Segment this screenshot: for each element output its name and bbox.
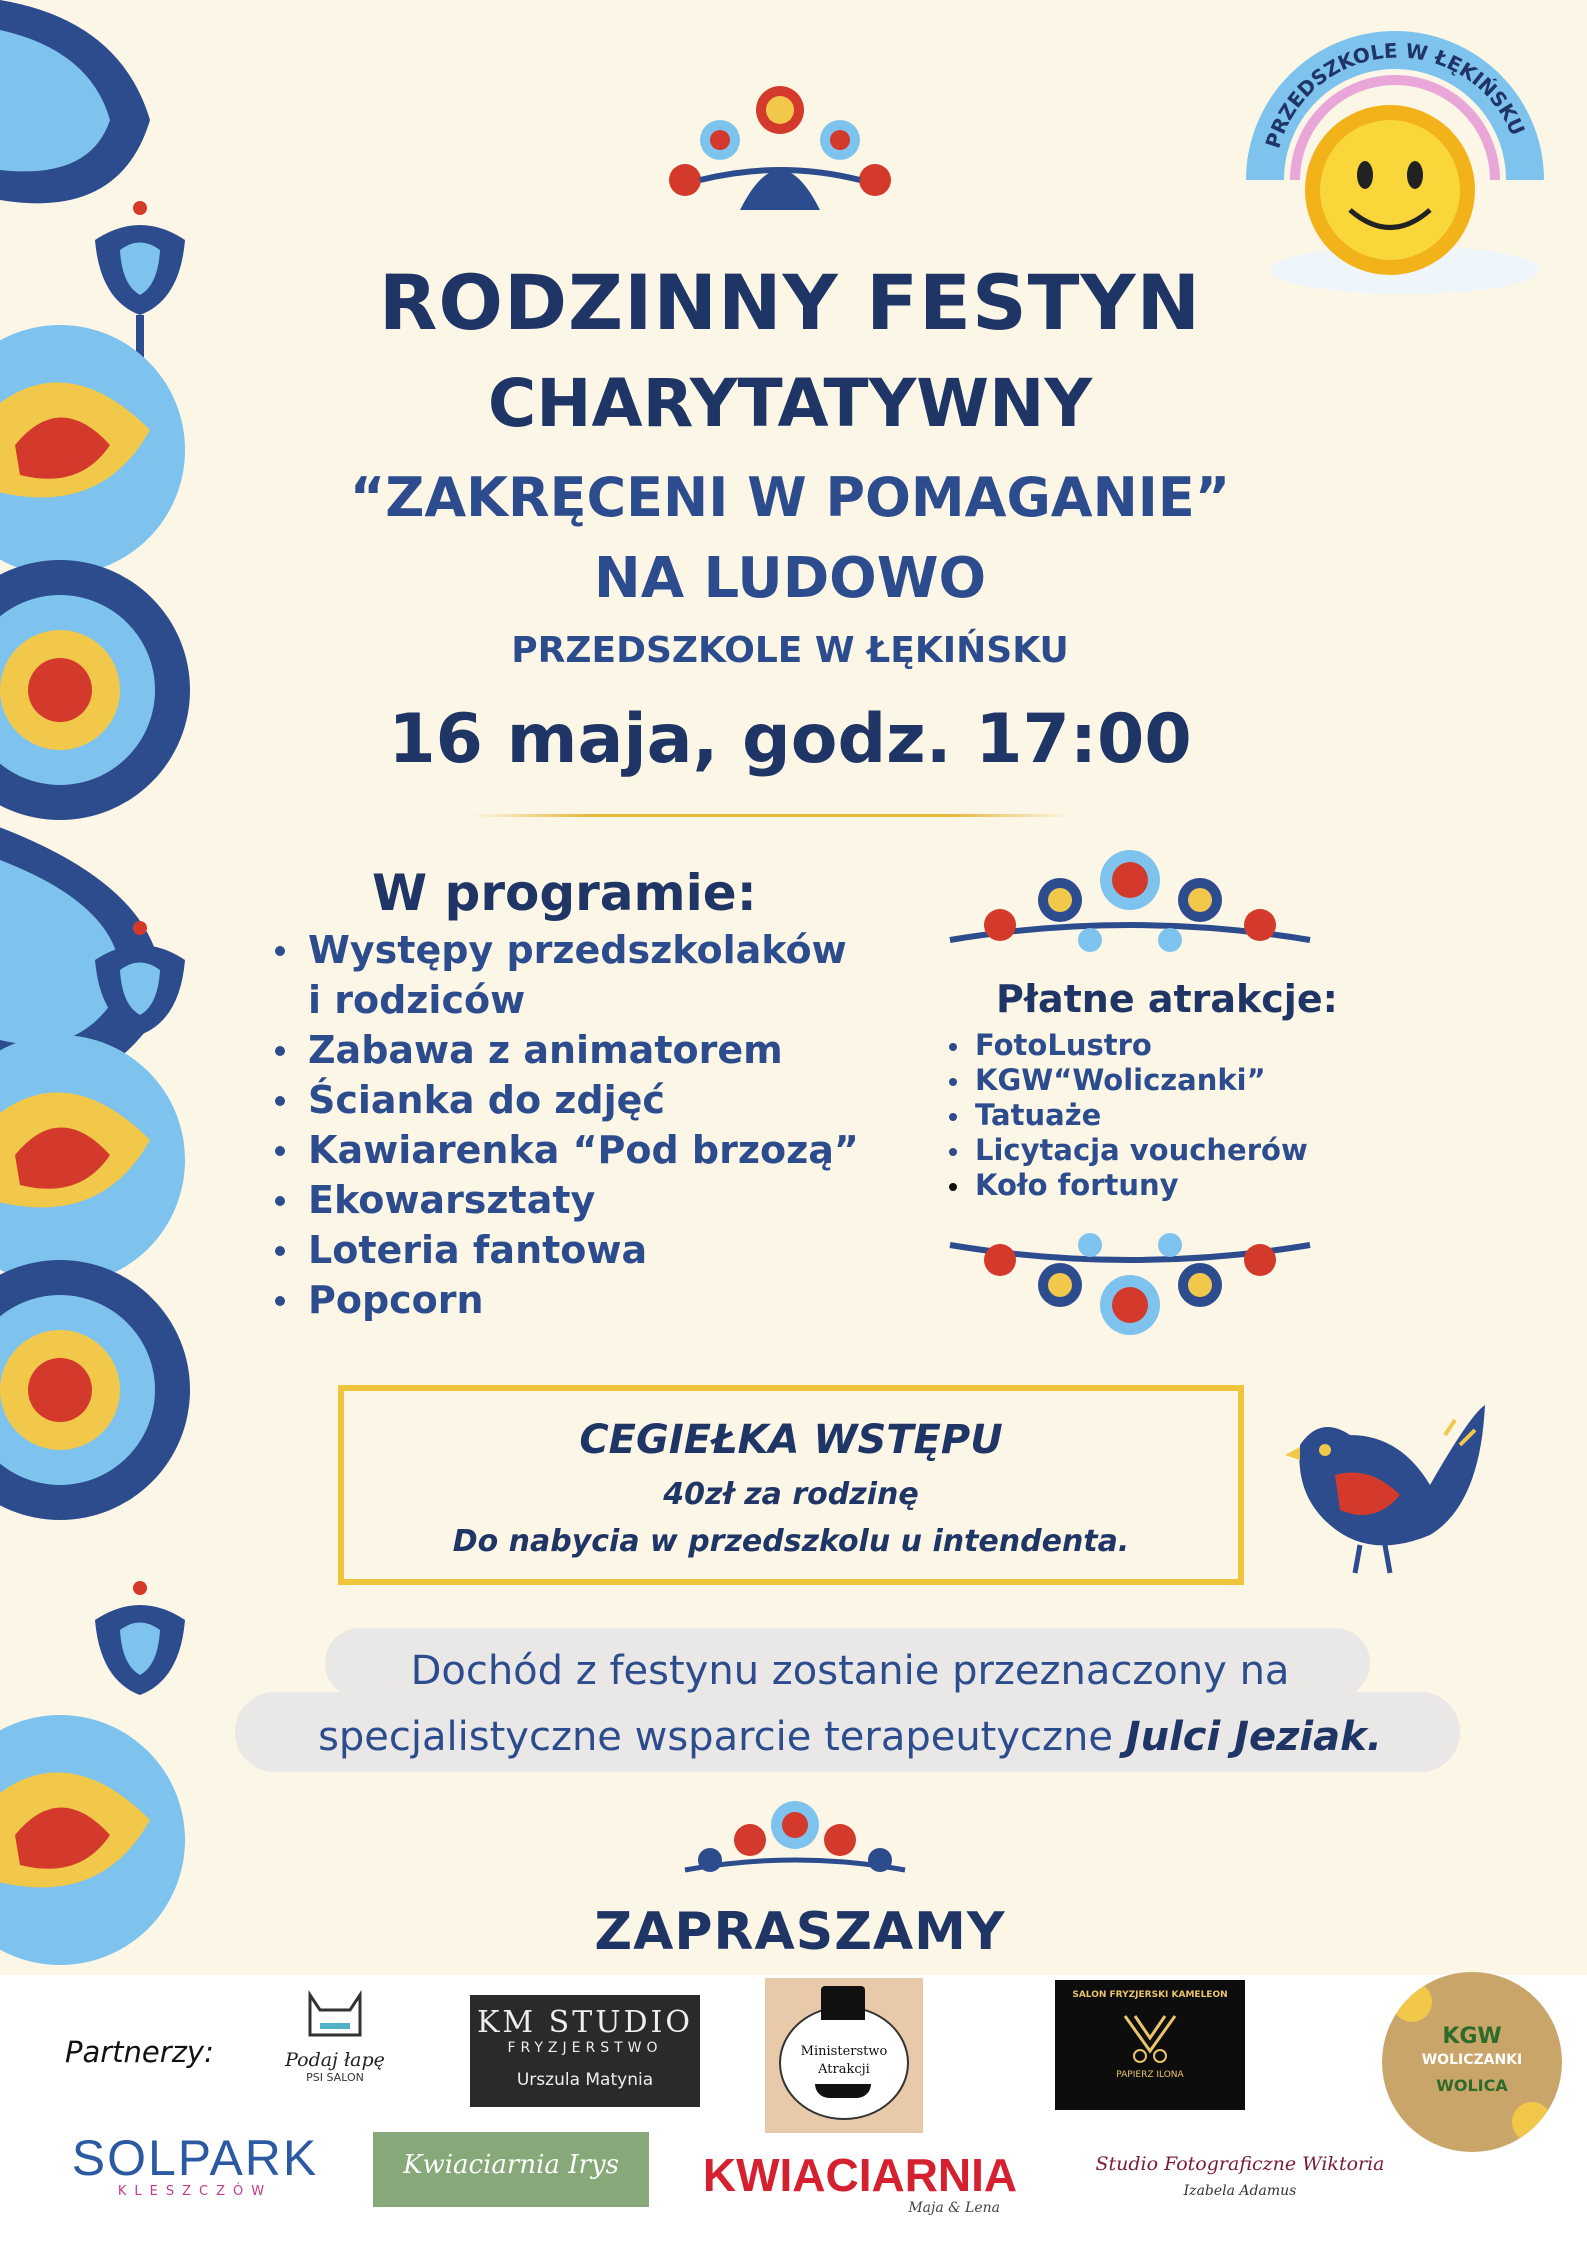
irys-name: Kwiaciarnia Irys	[403, 2150, 619, 2180]
logo-kgw-woliczanki	[1382, 1972, 1562, 2152]
tulip-motif-3	[95, 1581, 185, 1695]
folk-border-left	[0, 0, 190, 1975]
title-line1: RODZINNY FESTYN	[378, 258, 1202, 347]
logo-kameleon	[1055, 1980, 1245, 2110]
partners-label: Partnerzy:	[65, 2035, 214, 2069]
ticket-title: CEGIEŁKA WSTĘPU	[579, 1417, 1003, 1463]
income-line2: specjalistyczne wsparcie terapeutyczne	[318, 1714, 1113, 1760]
wiktoria-sub: Izabela Adamus	[1183, 2183, 1297, 2199]
logo-podaj-lape	[270, 1985, 400, 2100]
ticket-where: Do nabycia w przedszkolu u intendenta.	[452, 1524, 1130, 1559]
flower-motif-1	[0, 0, 150, 203]
school-logo	[1235, 30, 1550, 295]
kwiaciarnia-sub: Maja & Lena	[908, 2200, 1000, 2216]
flower-motif-2	[0, 325, 185, 575]
wiktoria-name: Studio Fotograficzne Wiktoria	[1095, 2153, 1385, 2175]
invite-text: ZAPRASZAMY	[594, 1902, 1006, 1962]
flower-motif-3	[0, 560, 190, 820]
flower-motif-5	[0, 1035, 185, 1285]
program-item: Ekowarsztaty	[272, 1175, 859, 1225]
logo-solpark	[30, 2132, 360, 2202]
program-item: i rodziców	[308, 978, 526, 1022]
podaj-lape-name: Podaj łapę	[285, 2049, 385, 2071]
kameleon-emblem-icon	[1120, 2006, 1180, 2066]
logo-studio-wiktoria	[1090, 2145, 1390, 2225]
event-date: 16 maja, godz. 17:00	[388, 700, 1192, 779]
title-quote: “ZAKRĘCENI W POMAGANIE”	[349, 466, 1231, 529]
paid-item: KGW“Woliczanki”	[945, 1063, 1308, 1098]
program-list	[272, 925, 859, 1325]
mustache-icon	[815, 2084, 871, 2098]
km-studio-owner: Urszula Matynia	[516, 2070, 654, 2090]
paid-list	[945, 1028, 1308, 1203]
solpark-name: SOLPARK	[71, 2130, 319, 2186]
folk-ornament-paid-top	[940, 840, 1320, 970]
podaj-lape-sub: PSI SALON	[306, 2071, 364, 2084]
logo-ministerstwo	[765, 1978, 923, 2133]
km-studio-name: KM STUDIO	[476, 2005, 693, 2040]
program-item: Ścianka do zdjęć	[272, 1075, 859, 1125]
kgw-line3: WOLICA	[1436, 2076, 1508, 2095]
dog-icon	[300, 1985, 370, 2045]
paid-item: Licytacja voucherów	[945, 1133, 1308, 1168]
title-line2: CHARYTATYWNY	[487, 365, 1093, 442]
paid-item: Tatuaże	[945, 1098, 1308, 1133]
logo-km-studio	[470, 1995, 700, 2107]
ministerstwo-line1: Ministerstwo	[800, 2044, 888, 2059]
program-item: Popcorn	[272, 1275, 859, 1325]
top-hat-icon	[821, 1986, 865, 2020]
solpark-sub: KLESZCZÓW	[117, 2184, 273, 2199]
gold-divider	[470, 814, 1070, 817]
ticket-price: 40zł za rodzinę	[663, 1477, 919, 1512]
program-title: W programie:	[372, 864, 757, 922]
income-line1: Dochód z festynu zostanie przeznaczony na	[410, 1648, 1290, 1694]
ministerstwo-line2: Atrakcji	[818, 2062, 870, 2077]
folk-ornament-paid-bottom	[940, 1215, 1320, 1345]
kameleon-sub: PAPIERZ ILONA	[1116, 2070, 1184, 2080]
logo-kwiaciarnia	[700, 2150, 1020, 2230]
km-studio-sub: FRYZJERSTWO	[507, 2040, 663, 2056]
ticket-box	[338, 1385, 1244, 1585]
program-item: Zabawa z animatorem	[272, 1025, 859, 1075]
kgw-line1: KGW	[1442, 2024, 1502, 2049]
paid-item: Koło fortuny	[945, 1168, 1308, 1203]
income-name: Julci Jeziak.	[1125, 1714, 1382, 1760]
folk-bird-illustration	[1280, 1395, 1495, 1580]
paid-title: Płatne atrakcje:	[996, 977, 1338, 1021]
folk-ornament-bottom	[675, 1790, 915, 1885]
flower-motif-7	[0, 1715, 185, 1965]
logo-kwiaciarnia-irys	[373, 2132, 649, 2207]
school-logo-arc-text: PRZEDSZKOLE W ŁĘKIŃSKU	[1260, 38, 1530, 152]
program-item: Loteria fantowa	[272, 1225, 859, 1275]
sunflower-icon	[1392, 1982, 1432, 2022]
kwiaciarnia-name: KWIACIARNIA	[702, 2149, 1018, 2201]
folk-ornament-top	[660, 70, 900, 220]
kameleon-name: SALON FRYZJERSKI KAMELEON	[1072, 1990, 1228, 2000]
event-place: PRZEDSZKOLE W ŁĘKIŃSKU	[511, 630, 1069, 671]
kgw-line2: WOLICZANKI	[1421, 2052, 1523, 2068]
paid-item: FotoLustro	[945, 1028, 1308, 1063]
program-item: Kawiarenka “Pod brzozą”	[272, 1125, 859, 1175]
sunflower-icon	[1512, 2102, 1552, 2142]
title-line4: NA LUDOWO	[593, 546, 987, 611]
income-text	[220, 1638, 1480, 1770]
flower-motif-6	[0, 1260, 190, 1520]
program-item: Występy przedszkolaków	[272, 925, 859, 975]
